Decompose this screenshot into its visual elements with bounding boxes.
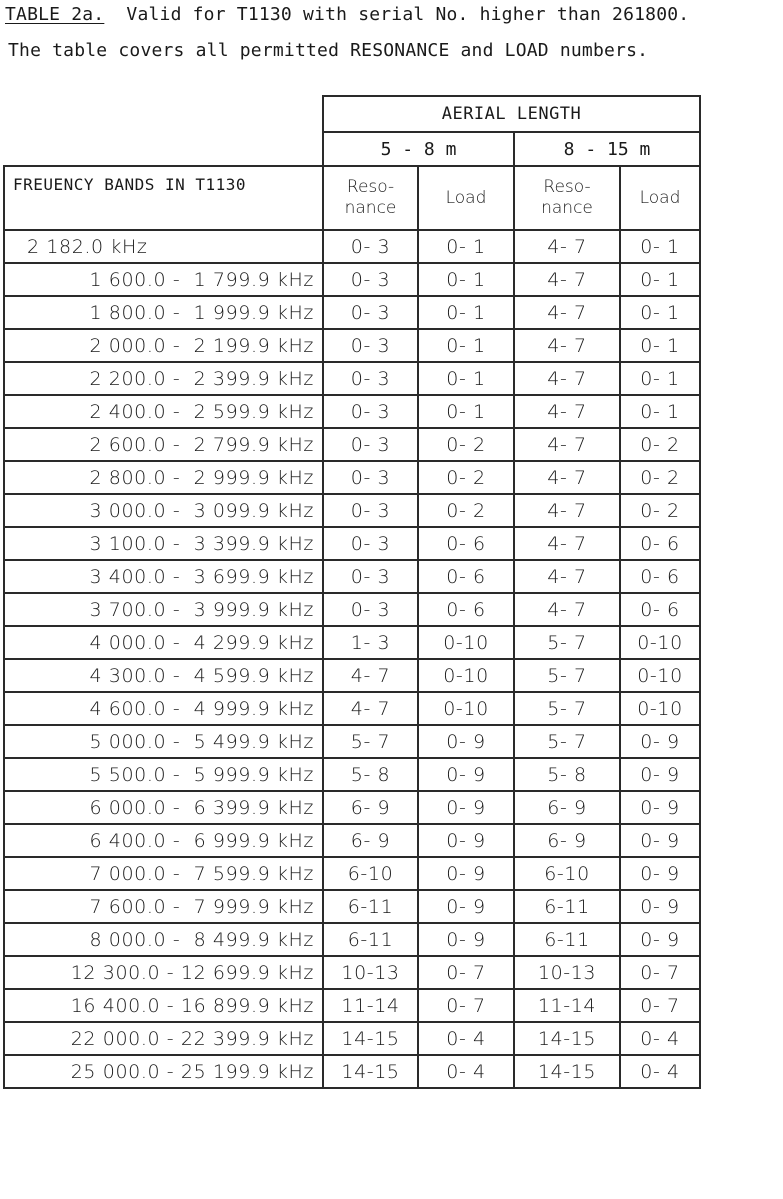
load-8-15m-cell: 0-10 [620, 659, 700, 692]
table-row [4, 758, 700, 791]
resonance-8-15m-cell: 4- 7 [514, 395, 620, 428]
resonance-5-8m-cell: 0- 3 [323, 593, 418, 626]
load-5-8m-cell: 0- 6 [418, 527, 514, 560]
load-5-8m-cell: 0- 7 [418, 989, 514, 1022]
table-row [4, 494, 700, 527]
table-row [4, 329, 700, 362]
frequency-band-cell: 2 400.0 - 2 599.9 kHz [4, 395, 323, 428]
resonance-5-8m-cell: 0- 3 [323, 362, 418, 395]
load-5-8m-cell: 0- 9 [418, 857, 514, 890]
load-8-15m-cell: 0- 1 [620, 296, 700, 329]
resonance-5-8m-cell: 1- 3 [323, 626, 418, 659]
header-row-columns [4, 166, 700, 230]
resonance-8-15m-cell: 4- 7 [514, 461, 620, 494]
frequency-band-cell: 2 200.0 - 2 399.9 kHz [4, 362, 323, 395]
resonance-5-8m-cell: 0- 3 [323, 329, 418, 362]
resonance-5-8m-cell: 0- 3 [323, 395, 418, 428]
resonance-8-15m-cell: 4- 7 [514, 494, 620, 527]
load-8-15m-cell: 0- 9 [620, 791, 700, 824]
header-row-group [4, 96, 700, 132]
table-title: TABLE 2a. [5, 4, 105, 25]
resonance-8-15m-cell: 5- 7 [514, 692, 620, 725]
frequency-band-cell: 6 400.0 - 6 999.9 kHz [4, 824, 323, 857]
table-row [4, 362, 700, 395]
resonance-5-8m-cell: 0- 3 [323, 428, 418, 461]
load-5-8m-cell: 0- 1 [418, 395, 514, 428]
frequency-band-cell: 3 000.0 - 3 099.9 kHz [4, 494, 323, 527]
table-row [4, 857, 700, 890]
table-row [4, 890, 700, 923]
load-8-15m-cell: 0-10 [620, 692, 700, 725]
resonance-5-8m-cell: 6-10 [323, 857, 418, 890]
table-row [4, 593, 700, 626]
frequency-band-cell: 2 182.0 kHz [4, 230, 323, 263]
resonance-header-a [323, 166, 418, 230]
aerial-length-header: AERIAL LENGTH [323, 96, 700, 132]
resonance-8-15m-cell: 6-11 [514, 923, 620, 956]
resonance-5-8m-cell: 0- 3 [323, 560, 418, 593]
resonance-8-15m-cell: 6-10 [514, 857, 620, 890]
frequency-band-cell: 4 600.0 - 4 999.9 kHz [4, 692, 323, 725]
resonance-header-label-a: Reso- nance [344, 177, 397, 218]
resonance-8-15m-cell: 4- 7 [514, 230, 620, 263]
resonance-8-15m-cell: 5- 7 [514, 659, 620, 692]
frequency-band-cell: 6 000.0 - 6 399.9 kHz [4, 791, 323, 824]
resonance-5-8m-cell: 6-11 [323, 890, 418, 923]
resonance-8-15m-cell: 4- 7 [514, 593, 620, 626]
table-row [4, 230, 700, 263]
header-row-ranges [4, 132, 700, 166]
table-row [4, 824, 700, 857]
load-5-8m-cell: 0- 2 [418, 461, 514, 494]
resonance-8-15m-cell: 4- 7 [514, 296, 620, 329]
table-row [4, 923, 700, 956]
resonance-5-8m-cell: 6- 9 [323, 791, 418, 824]
table-subtitle: The table covers all permitted RESONANCE and LOAD numbers. [8, 40, 649, 61]
resonance-5-8m-cell: 0- 3 [323, 494, 418, 527]
range-header-8-15m: 8 - 15 m [514, 132, 700, 166]
load-5-8m-cell: 0- 6 [418, 560, 514, 593]
frequency-band-cell: 7 600.0 - 7 999.9 kHz [4, 890, 323, 923]
table-row [4, 1055, 700, 1088]
resonance-5-8m-cell: 0- 3 [323, 296, 418, 329]
resonance-5-8m-cell: 0- 3 [323, 263, 418, 296]
load-5-8m-cell: 0- 9 [418, 758, 514, 791]
load-8-15m-cell: 0- 2 [620, 461, 700, 494]
resonance-8-15m-cell: 5- 7 [514, 725, 620, 758]
load-8-15m-cell: 0- 1 [620, 395, 700, 428]
frequency-band-cell: 3 100.0 - 3 399.9 kHz [4, 527, 323, 560]
table-row [4, 461, 700, 494]
load-8-15m-cell: 0- 1 [620, 263, 700, 296]
load-8-15m-cell: 0-10 [620, 626, 700, 659]
resonance-8-15m-cell: 4- 7 [514, 527, 620, 560]
load-8-15m-cell: 0- 9 [620, 857, 700, 890]
load-8-15m-cell: 0- 6 [620, 527, 700, 560]
resonance-8-15m-cell: 6- 9 [514, 824, 620, 857]
frequency-band-cell: 4 000.0 - 4 299.9 kHz [4, 626, 323, 659]
resonance-5-8m-cell: 0- 3 [323, 527, 418, 560]
load-5-8m-cell: 0- 2 [418, 494, 514, 527]
table-heading [5, 2, 689, 28]
table-row [4, 1022, 700, 1055]
resonance-5-8m-cell: 14-15 [323, 1022, 418, 1055]
load-8-15m-cell: 0- 7 [620, 989, 700, 1022]
resonance-5-8m-cell: 4- 7 [323, 692, 418, 725]
table-row [4, 956, 700, 989]
resonance-8-15m-cell: 4- 7 [514, 329, 620, 362]
load-5-8m-cell: 0- 9 [418, 791, 514, 824]
load-8-15m-cell: 0- 1 [620, 230, 700, 263]
load-5-8m-cell: 0- 9 [418, 725, 514, 758]
load-8-15m-cell: 0- 9 [620, 923, 700, 956]
load-8-15m-cell: 0- 9 [620, 824, 700, 857]
load-5-8m-cell: 0-10 [418, 692, 514, 725]
load-5-8m-cell: 0- 1 [418, 362, 514, 395]
load-8-15m-cell: 0- 1 [620, 362, 700, 395]
load-8-15m-cell: 0- 4 [620, 1055, 700, 1088]
table-row [4, 626, 700, 659]
load-8-15m-cell: 0- 1 [620, 329, 700, 362]
load-8-15m-cell: 0- 2 [620, 494, 700, 527]
resonance-5-8m-cell: 10-13 [323, 956, 418, 989]
resonance-5-8m-cell: 6- 9 [323, 824, 418, 857]
load-5-8m-cell: 0- 1 [418, 329, 514, 362]
load-8-15m-cell: 0- 9 [620, 758, 700, 791]
load-5-8m-cell: 0- 1 [418, 263, 514, 296]
resonance-8-15m-cell: 4- 7 [514, 362, 620, 395]
resonance-5-8m-cell: 11-14 [323, 989, 418, 1022]
resonance-8-15m-cell: 14-15 [514, 1022, 620, 1055]
frequency-band-cell: 12 300.0 - 12 699.9 kHz [4, 956, 323, 989]
load-5-8m-cell: 0- 1 [418, 230, 514, 263]
frequency-bands-header: FREUENCY BANDS IN T1130 [4, 166, 323, 230]
load-5-8m-cell: 0- 4 [418, 1055, 514, 1088]
load-5-8m-cell: 0- 9 [418, 824, 514, 857]
load-5-8m-cell: 0- 9 [418, 923, 514, 956]
load-8-15m-cell: 0- 6 [620, 593, 700, 626]
resonance-8-15m-cell: 14-15 [514, 1055, 620, 1088]
resonance-header-label-b: Reso- nance [541, 177, 593, 218]
resonance-5-8m-cell: 0- 3 [323, 461, 418, 494]
table-row [4, 989, 700, 1022]
frequency-band-cell: 3 700.0 - 3 999.9 kHz [4, 593, 323, 626]
table-row [4, 725, 700, 758]
load-5-8m-cell: 0- 1 [418, 296, 514, 329]
load-5-8m-cell: 0- 6 [418, 593, 514, 626]
load-5-8m-cell: 0- 7 [418, 956, 514, 989]
range-header-5-8m: 5 - 8 m [323, 132, 514, 166]
resonance-8-15m-cell: 5- 8 [514, 758, 620, 791]
table-row [4, 428, 700, 461]
frequency-band-cell: 5 000.0 - 5 499.9 kHz [4, 725, 323, 758]
frequency-band-cell: 22 000.0 - 22 399.9 kHz [4, 1022, 323, 1055]
table-row [4, 692, 700, 725]
resonance-8-15m-cell: 4- 7 [514, 428, 620, 461]
resonance-8-15m-cell: 4- 7 [514, 560, 620, 593]
frequency-band-cell: 4 300.0 - 4 599.9 kHz [4, 659, 323, 692]
load-header-a: Load [418, 166, 514, 230]
table-row [4, 659, 700, 692]
resonance-5-8m-cell: 4- 7 [323, 659, 418, 692]
frequency-band-cell: 5 500.0 - 5 999.9 kHz [4, 758, 323, 791]
table-row [4, 527, 700, 560]
table-row [4, 296, 700, 329]
frequency-table [3, 95, 701, 1089]
frequency-band-cell: 7 000.0 - 7 599.9 kHz [4, 857, 323, 890]
load-8-15m-cell: 0- 2 [620, 428, 700, 461]
frequency-band-cell: 8 000.0 - 8 499.9 kHz [4, 923, 323, 956]
table-row [4, 560, 700, 593]
frequency-band-cell: 1 600.0 - 1 799.9 kHz [4, 263, 323, 296]
frequency-band-cell: 3 400.0 - 3 699.9 kHz [4, 560, 323, 593]
load-5-8m-cell: 0- 2 [418, 428, 514, 461]
table-validity-note: Valid for T1130 with serial No. higher than 261800. [104, 4, 690, 25]
table-row [4, 395, 700, 428]
resonance-8-15m-cell: 5- 7 [514, 626, 620, 659]
resonance-5-8m-cell: 5- 8 [323, 758, 418, 791]
load-8-15m-cell: 0- 9 [620, 890, 700, 923]
resonance-5-8m-cell: 0- 3 [323, 230, 418, 263]
frequency-band-cell: 2 800.0 - 2 999.9 kHz [4, 461, 323, 494]
frequency-band-cell: 16 400.0 - 16 899.9 kHz [4, 989, 323, 1022]
load-5-8m-cell: 0-10 [418, 659, 514, 692]
load-5-8m-cell: 0-10 [418, 626, 514, 659]
resonance-8-15m-cell: 6-11 [514, 890, 620, 923]
resonance-8-15m-cell: 10-13 [514, 956, 620, 989]
frequency-band-cell: 2 600.0 - 2 799.9 kHz [4, 428, 323, 461]
resonance-header-b [514, 166, 620, 230]
resonance-8-15m-cell: 4- 7 [514, 263, 620, 296]
resonance-5-8m-cell: 14-15 [323, 1055, 418, 1088]
load-8-15m-cell: 0- 6 [620, 560, 700, 593]
frequency-band-cell: 2 000.0 - 2 199.9 kHz [4, 329, 323, 362]
table-row [4, 263, 700, 296]
resonance-8-15m-cell: 11-14 [514, 989, 620, 1022]
load-8-15m-cell: 0- 7 [620, 956, 700, 989]
load-header-b: Load [620, 166, 700, 230]
load-5-8m-cell: 0- 4 [418, 1022, 514, 1055]
resonance-5-8m-cell: 6-11 [323, 923, 418, 956]
load-5-8m-cell: 0- 9 [418, 890, 514, 923]
load-8-15m-cell: 0- 4 [620, 1022, 700, 1055]
resonance-5-8m-cell: 5- 7 [323, 725, 418, 758]
resonance-8-15m-cell: 6- 9 [514, 791, 620, 824]
frequency-band-cell: 25 000.0 - 25 199.9 kHz [4, 1055, 323, 1088]
frequency-band-cell: 1 800.0 - 1 999.9 kHz [4, 296, 323, 329]
table-row [4, 791, 700, 824]
load-8-15m-cell: 0- 9 [620, 725, 700, 758]
